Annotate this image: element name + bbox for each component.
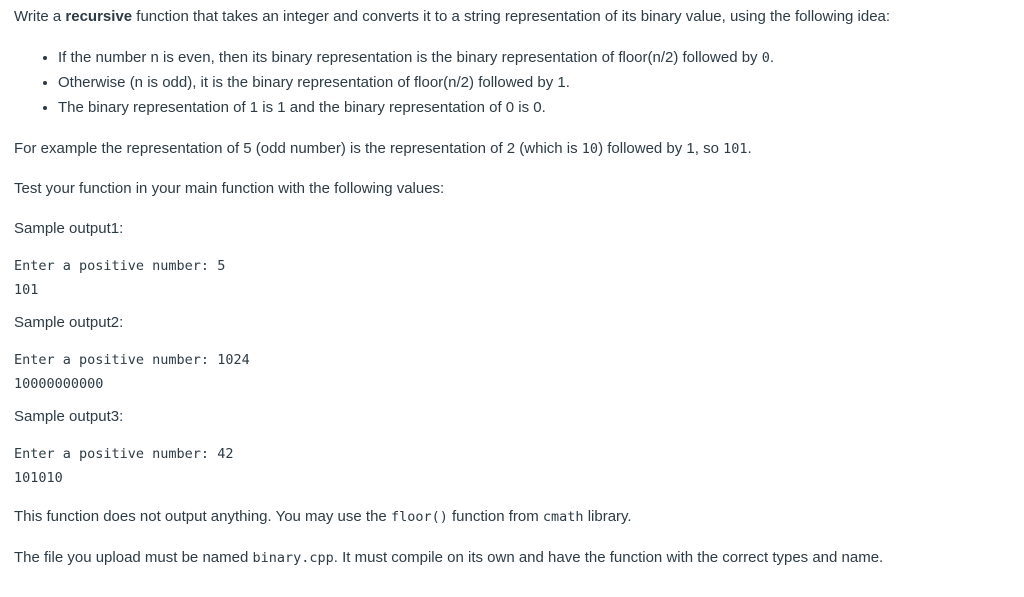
list-item: • Otherwise (n is odd), it is the binary representation of floor(n/2) followed by 1. [58, 70, 1010, 95]
example-paragraph: For example the representation of 5 (odd number) is the representation of 2 (which is 10) followed by 1, so 101. [14, 140, 752, 157]
sample-output-block: Enter a positive number: 5 101 [14, 258, 226, 298]
sample-label: Sample output1: [14, 220, 124, 237]
rules-list [14, 45, 1010, 120]
intro-text: Write a [14, 8, 66, 25]
upload-paragraph: The file you upload must be named binary.cpp. It must compile on its own and have the function with the correct types and name. [14, 549, 884, 566]
sample-output-block: Enter a positive number: 1024 10000000000 [14, 352, 250, 392]
sample-output-block: Enter a positive number: 42 101010 [14, 446, 234, 486]
intro-text-after: function that takes an integer and converts it to a string representation of its binary value, using the following idea: [132, 8, 891, 25]
sample-label: Sample output3: [14, 408, 124, 425]
intro-bold: recursive [65, 8, 133, 25]
list-item: • The binary representation of 1 is 1 and the binary representation of 0 is 0. [58, 95, 1010, 120]
intro-paragraph [14, 6, 1010, 28]
test-paragraph: Test your function in your main function with the following values: [14, 180, 445, 197]
list-item: • If the number n is even, then its binary representation is the binary representation of floor(n/2) followed by 0. [58, 45, 1010, 70]
sample-label: Sample output2: [14, 314, 124, 331]
note-paragraph: This function does not output anything. You may use the floor() function from cmath library. [14, 508, 632, 525]
